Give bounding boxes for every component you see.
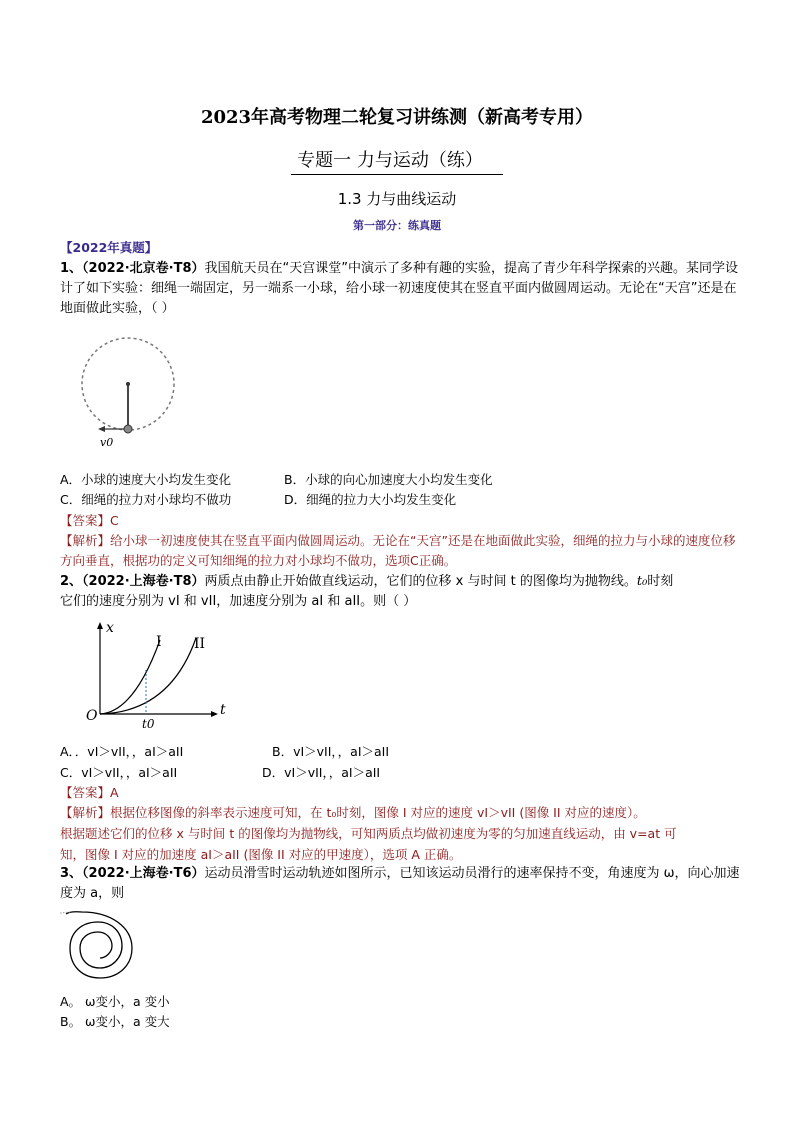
question-2-number: 2、 [60,574,83,589]
x-axis-arrow [97,622,103,629]
question-3-text: 运动员滑雪时运动轨迹如图所示，已知该运动员滑行的速率保持不变，角速度为 ω，向心加速度为 a，则 [60,866,740,901]
t-axis-arrow [211,711,218,717]
q2-figure-graph [84,618,224,730]
year-tag: 【2022年真题】 [60,240,158,255]
curve-ii-label: II [194,636,206,652]
x-axis-label: x [106,620,114,636]
page-title: 2023年高考物理二轮复习讲练测（新高考专用） [200,107,594,128]
velocity-label: v0 [100,436,114,449]
question-3-source: （2022·上海卷·T6） [82,866,205,881]
question-2-text-1: 两质点由静止开始做直线运动，它们的位移 x 与时间 t 的图像均为抛物线。 [204,574,637,589]
q1-answer: 【答案】C [60,513,119,528]
question-2-text-2: 时刻 [647,574,674,589]
question-3-number: 3、 [60,866,83,881]
question-2-text-3: 它们的速度分别为 vI 和 vII，加速度分别为 aI 和 aII。则（ ） [60,594,417,609]
q2-option-c: C．vI＞vII，，aI＞aII [60,765,178,780]
curve-ii [100,638,196,714]
spiral-path [66,912,132,978]
q1-option-d: D．细绳的拉力大小均发生变化 [284,492,457,507]
curve-i [100,640,160,714]
q2-option-a: A．．vI＞vII，，aI＞aII [60,744,184,759]
part-heading: 第一部分：练真题 [353,219,441,232]
question-2-t0: t₀ [636,574,648,589]
t-axis-label: t [220,702,226,718]
ball [124,425,132,433]
t0-label: t0 [142,717,155,731]
q2-option-b: B．vI＞vII，，aI＞aII [272,744,390,759]
question-2-source: （2022·上海卷·T8） [82,574,205,589]
q2-explanation-2: 根据题述它们的位移 x 与时间 t 的图像均为抛物线，可知两质点均做初速度为零的匀加速直线运动，由 v=at 可 [60,826,677,841]
curve-i-label: I [156,634,162,650]
q1-figure-circle [78,330,188,455]
question-1-number: 1、 [60,261,83,276]
q1-explanation: 【解析】给小球一初速度使其在竖直平面内做圆周运动。无论在“天宫”还是在地面做此实验，细绳的拉力与小球的速度位移方向垂直，根据功的定义可知细绳的拉力对小球均不做功，选项C正确。 [60,533,736,568]
question-1 [60,259,742,319]
velocity-arrowhead [98,426,105,432]
q1-option-c: C．细绳的拉力对小球均不做功 [60,492,232,507]
q3-option-a: A。 ω变小，a 变小 [60,994,170,1009]
q2-answer: 【答案】A [60,785,119,800]
q2-explanation-3: 知，图像 I 对应的加速度 aI＞aII (图像 II 对应的甲速度），选项 A 正确。 [60,847,462,862]
section-heading: 1.3 力与曲线运动 [337,190,457,208]
q1-option-b: B．小球的向心加速度大小均发生变化 [284,472,493,487]
topic-subtitle-text: 专题一 力与运动（练） [291,146,503,175]
origin-label: O [86,708,98,724]
question-3 [60,864,742,904]
q3-option-b: B。 ω变小，a 变大 [60,1014,170,1029]
q1-option-a: A．小球的速度大小均发生变化 [60,472,232,487]
question-1-text: 我国航天员在“天宫课堂”中演示了多种有趣的实验，提高了青少年科学探索的兴趣。某同学设计了如下实验：细绳一端固定，另一端系一小球，给小球一初速度使其在竖直平面内做圆周运动。无论在“天宫”还是在地面做此实验，（ ） [60,261,739,316]
topic-subtitle [0,146,794,175]
q3-figure-spiral [60,908,140,984]
question-1-source: （2022·北京卷·T8） [82,261,205,276]
question-2 [60,572,742,612]
q2-explanation-1: 【解析】根据位移图像的斜率表示速度可知，在 t₀时刻，图像 I 对应的速度 vI＞vII (图像 II 对应的速度）。 [60,805,646,820]
q2-option-d: D．vI＞vII，，aI＞aII [262,765,381,780]
